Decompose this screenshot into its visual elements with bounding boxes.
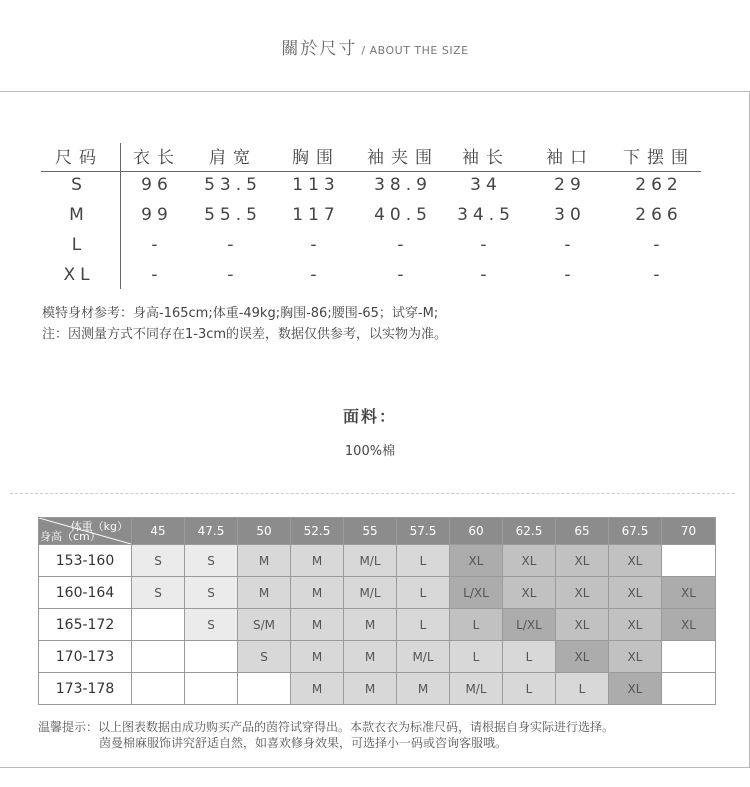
size-col-header: 袖夹围	[367, 148, 439, 168]
measurement-note: 注：因测量方式不同存在1-3cm的误差，数据仅供参考，以实物为准。	[42, 327, 448, 342]
size-table-row	[41, 205, 701, 235]
recommended-size-cell: M/L	[344, 545, 397, 577]
size-value: -	[151, 235, 163, 255]
weight-header-cell: 55	[344, 518, 397, 545]
recommended-size-cell: XL	[609, 673, 662, 705]
recommended-size-cell: XL	[609, 641, 662, 673]
recommended-size-cell	[185, 641, 238, 673]
header-title-en: / ABOUT THE SIZE	[361, 44, 469, 57]
grid-row	[39, 641, 716, 673]
size-value: 117	[292, 205, 340, 225]
size-value: 99	[141, 205, 173, 225]
recommended-size-cell: L	[450, 609, 503, 641]
recommended-size-cell	[662, 641, 716, 673]
recommended-size-cell: M	[238, 577, 291, 609]
recommended-size-cell	[132, 673, 185, 705]
recommended-size-cell	[185, 673, 238, 705]
corner-height-label: 身高（cm）	[40, 530, 101, 543]
fabric-title: 面料：	[342, 407, 397, 426]
size-value: -	[564, 235, 576, 255]
size-value: 40.5	[374, 205, 432, 225]
weight-header-cell: 57.5	[397, 518, 450, 545]
recommended-size-cell: XL	[556, 641, 609, 673]
recommended-size-cell: M	[291, 641, 344, 673]
recommended-size-cell: M	[344, 609, 397, 641]
size-value: 38.9	[374, 175, 432, 195]
size-col-header: 胸围	[292, 148, 340, 168]
recommended-size-cell: M	[291, 545, 344, 577]
size-value: -	[310, 265, 322, 285]
height-range-cell: 170-173	[39, 641, 132, 673]
size-value: 113	[292, 175, 340, 195]
recommended-size-cell	[662, 673, 716, 705]
dashed-divider	[10, 493, 735, 494]
recommended-size-cell: XL	[503, 577, 556, 609]
recommended-size-cell: L/XL	[450, 577, 503, 609]
recommended-size-cell	[662, 545, 716, 577]
size-col-header: 袖长	[462, 148, 510, 168]
weight-header-cell: 50	[238, 518, 291, 545]
recommended-size-cell: S/M	[238, 609, 291, 641]
size-value: -	[653, 235, 665, 255]
size-value: -	[564, 265, 576, 285]
weight-header-cell: 45	[132, 518, 185, 545]
size-value: 262	[635, 175, 683, 195]
recommended-size-cell: S	[185, 545, 238, 577]
recommended-size-cell: L/XL	[503, 609, 556, 641]
size-table-row	[41, 175, 701, 205]
size-value: -	[653, 265, 665, 285]
corner-weight-label: 体重（kg）	[70, 520, 128, 533]
recommended-size-cell: S	[132, 545, 185, 577]
recommended-size-cell: M/L	[450, 673, 503, 705]
size-value: 55.5	[204, 205, 262, 225]
recommended-size-cell	[132, 641, 185, 673]
recommended-size-cell: M	[291, 577, 344, 609]
recommended-size-cell: XL	[662, 609, 716, 641]
recommended-size-cell: M	[344, 673, 397, 705]
height-range-cell: 165-172	[39, 609, 132, 641]
size-label: XL	[63, 265, 95, 285]
size-value: 266	[635, 205, 683, 225]
weight-header-cell: 62.5	[503, 518, 556, 545]
recommended-size-cell: S	[132, 577, 185, 609]
recommended-size-cell: M/L	[397, 641, 450, 673]
size-value: 30	[554, 205, 586, 225]
weight-header-cell: 52.5	[291, 518, 344, 545]
recommended-size-cell: M	[397, 673, 450, 705]
tip-line-2: 茵曼棉麻服饰讲究舒适自然，如喜欢修身效果，可选择小一码或咨询客服哦。	[99, 736, 508, 750]
size-label: M	[69, 205, 89, 225]
header-title-cn: 關於尺寸	[281, 39, 358, 59]
size-value: -	[227, 265, 239, 285]
size-value: -	[227, 235, 239, 255]
size-col-header: 肩宽	[209, 148, 257, 168]
height-range-cell: 160-164	[39, 577, 132, 609]
recommended-size-cell: L	[503, 641, 556, 673]
recommended-size-cell: XL	[609, 577, 662, 609]
recommended-size-cell: S	[238, 641, 291, 673]
size-value: -	[480, 265, 492, 285]
grid-header-row	[39, 518, 716, 545]
size-value: 53.5	[204, 175, 262, 195]
grid-row	[39, 545, 716, 577]
recommended-size-cell: M	[344, 641, 397, 673]
recommended-size-cell: M	[238, 545, 291, 577]
size-label: S	[71, 175, 87, 195]
recommended-size-cell	[132, 609, 185, 641]
size-value: 29	[554, 175, 586, 195]
section-header	[0, 34, 750, 59]
recommended-size-cell: XL	[556, 577, 609, 609]
recommended-size-cell: L	[503, 673, 556, 705]
recommended-size-cell: L	[397, 609, 450, 641]
recommended-size-cell: L	[397, 545, 450, 577]
size-value: -	[480, 235, 492, 255]
recommended-size-cell: S	[185, 577, 238, 609]
size-table-row	[41, 265, 701, 295]
size-value: 96	[141, 175, 173, 195]
weight-header-cell: 47.5	[185, 518, 238, 545]
grid-row	[39, 609, 716, 641]
size-value: -	[151, 265, 163, 285]
size-col-header: 下摆围	[623, 148, 695, 168]
fabric-value: 100%棉	[344, 444, 396, 459]
height-range-cell: 173-178	[39, 673, 132, 705]
recommended-size-cell	[238, 673, 291, 705]
recommended-size-cell: XL	[556, 609, 609, 641]
size-value: 34	[470, 175, 502, 195]
recommended-size-cell: M/L	[344, 577, 397, 609]
height-range-cell: 153-160	[39, 545, 132, 577]
size-value: -	[397, 265, 409, 285]
size-value: 34.5	[457, 205, 515, 225]
size-col-header: 袖口	[546, 148, 594, 168]
weight-header-cell: 65	[556, 518, 609, 545]
recommended-size-cell: L	[397, 577, 450, 609]
size-col-header: 衣长	[133, 148, 181, 168]
recommended-size-cell: XL	[609, 609, 662, 641]
grid-corner-cell	[39, 518, 132, 545]
recommended-size-cell: L	[556, 673, 609, 705]
recommended-size-cell: XL	[609, 545, 662, 577]
recommended-size-cell: M	[291, 609, 344, 641]
grid-row	[39, 577, 716, 609]
size-value: -	[310, 235, 322, 255]
tip-line-1: 温馨提示：以上图表数据由成功购买产品的茵符试穿得出。本款衣衣为标准尺码，请根据自身实际进行选择。	[38, 720, 615, 734]
size-table-header	[41, 143, 701, 173]
recommended-size-cell: M	[291, 673, 344, 705]
size-col-header: 尺码	[55, 148, 103, 168]
size-label: L	[71, 235, 87, 255]
size-table-row	[41, 235, 701, 265]
size-value: -	[397, 235, 409, 255]
weight-header-cell: 70	[662, 518, 716, 545]
weight-header-cell: 60	[450, 518, 503, 545]
recommended-size-cell: L	[450, 641, 503, 673]
recommended-size-cell: S	[185, 609, 238, 641]
model-reference-note: 模特身材参考：身高-165cm;体重-49kg;胸围-86;腰围-65；试穿-M;	[42, 306, 439, 321]
recommended-size-cell: XL	[556, 545, 609, 577]
recommended-size-cell: XL	[503, 545, 556, 577]
recommended-size-cell: XL	[450, 545, 503, 577]
grid-row	[39, 673, 716, 705]
weight-header-cell: 67.5	[609, 518, 662, 545]
size-recommendation-grid	[38, 517, 716, 705]
recommended-size-cell: XL	[662, 577, 716, 609]
